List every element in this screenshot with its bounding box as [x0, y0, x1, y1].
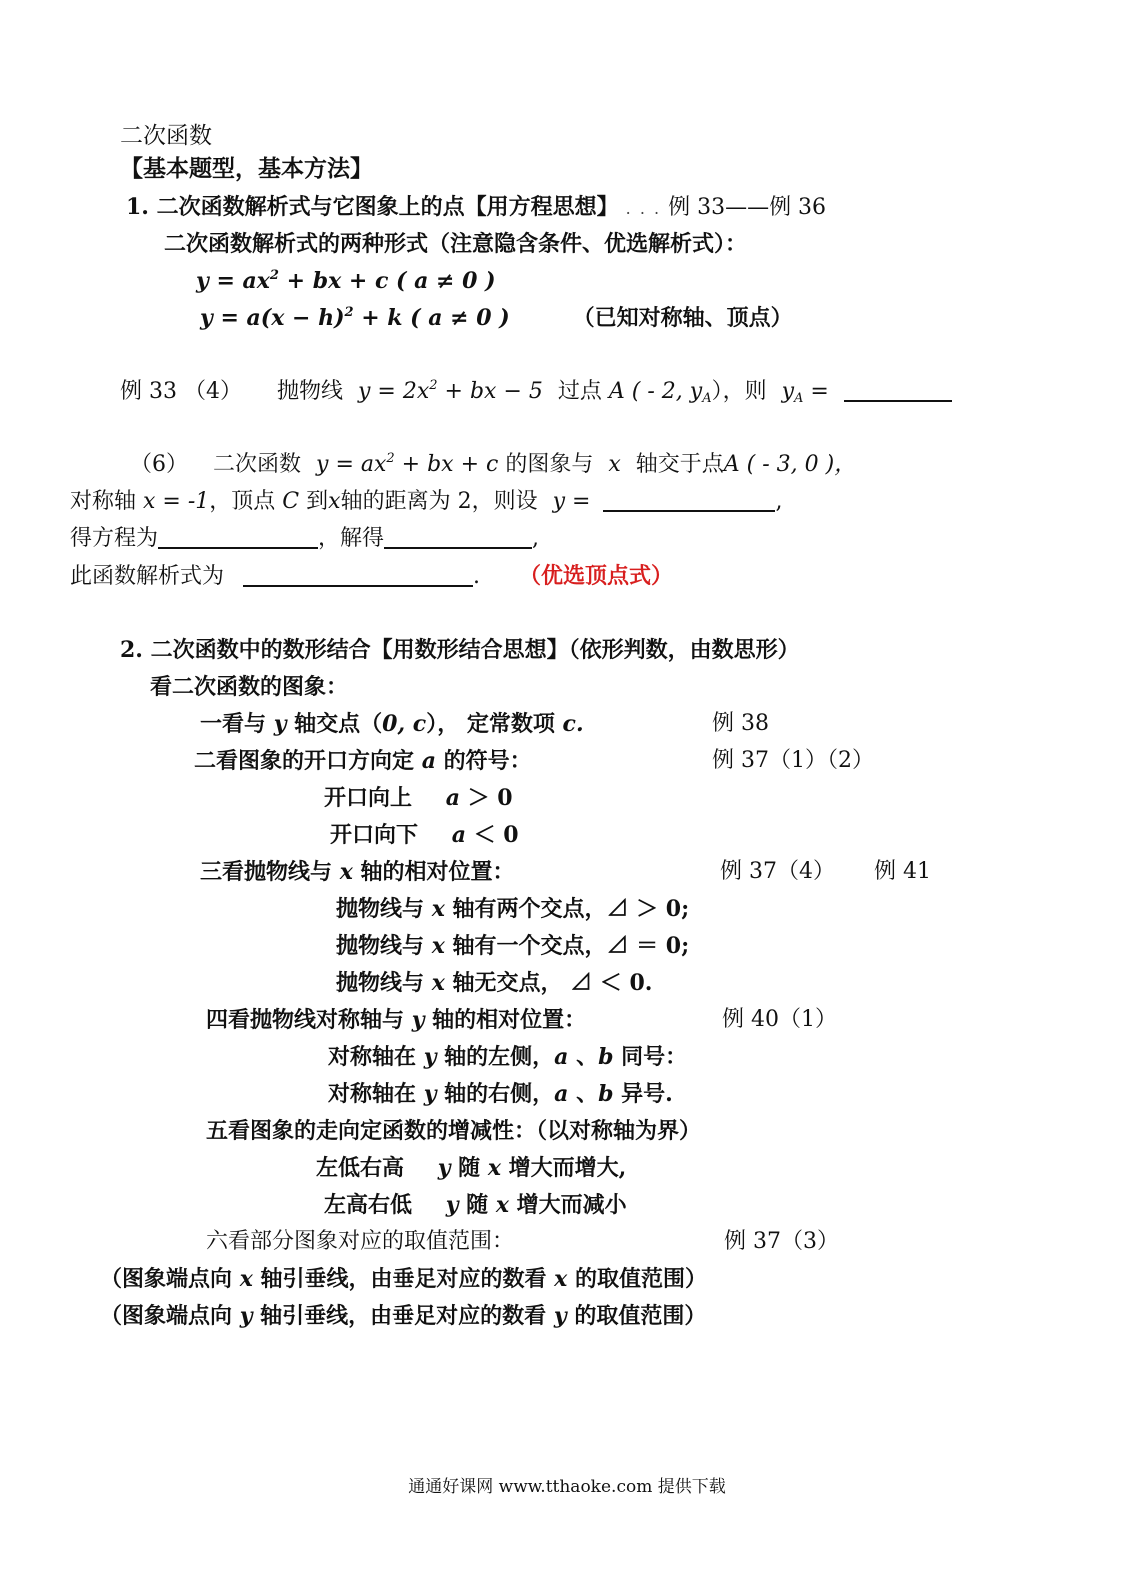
- example-33-6-text: 到: [306, 489, 329, 514]
- vertex-c: C: [282, 489, 300, 514]
- look-3-ref-2: 例 41: [874, 859, 931, 884]
- look-6: 六看部分图象对应的取值范围：: [206, 1229, 515, 1254]
- example-33-6-text: ，解得: [318, 526, 385, 551]
- axis-right: 对称轴在 y 轴的右侧，a 、b 异号.: [328, 1081, 673, 1107]
- answer-blank[interactable]: [158, 525, 318, 549]
- example-33-6-line-2: 对称轴 x = -1，顶点 C 到x轴的距离为 2，则设 y = ,: [70, 489, 783, 514]
- example-33-4-text-c: ），则: [711, 379, 767, 404]
- vertex-form-condition: a ≠ 0: [428, 305, 492, 331]
- example-33-6-line-3: 得方程为 ，解得 ,: [70, 526, 540, 551]
- example-33-6-line-4: 此函数解析式为 . （优选顶点式）: [70, 563, 674, 589]
- look-2: 二看图象的开口方向定 a 的符号：: [194, 748, 532, 774]
- look-1: 一看与 y 轴交点（0, c）， 定常数项 c.: [200, 711, 584, 737]
- range-y: （图象端点向 y 轴引垂线，由垂足对应的数看 y 的取值范围）: [100, 1303, 707, 1329]
- footer: 通通好课网 www.tthaoke.com 提供下载: [408, 1477, 726, 1497]
- decreasing: 左高右低 y 随 x 增大而减小: [324, 1192, 627, 1218]
- example-33-6-text: 此函数解析式为: [70, 564, 225, 589]
- section-2-heading: 2. 二次函数中的数形结合【用数形结合思想】（依形判数，由数思形）: [120, 637, 800, 663]
- vertex-form-row: [200, 303, 793, 334]
- example-33-4-answer-label: $y_A$ =: [781, 379, 829, 406]
- section-2-sub: 看二次函数的图象：: [150, 674, 349, 700]
- example-33-4: [120, 377, 952, 407]
- look-3: 三看抛物线与 x 轴的相对位置：: [200, 859, 515, 885]
- look-4-ref: 例 40（1）: [722, 1007, 837, 1032]
- example-33-6-text: 对称轴: [70, 489, 137, 514]
- case-no-intersection: 抛物线与 x 轴无交点， ⊿ ＜ 0.: [336, 970, 653, 996]
- look-1-ref: 例 38: [712, 711, 769, 736]
- section-1-heading: 1. 二次函数解析式与它图象上的点【用方程思想】: [126, 194, 619, 220]
- example-33-6-line-1: [130, 450, 856, 480]
- answer-blank[interactable]: [603, 488, 775, 512]
- general-form-condition: a ≠ 0: [414, 268, 478, 294]
- hint-text: （优选顶点式）: [519, 563, 674, 589]
- y-equals: y =: [552, 489, 591, 514]
- example-33-6-text: 的图象与: [505, 452, 594, 477]
- range-x: （图象端点向 x 轴引垂线，由垂足对应的数看 x 的取值范围）: [100, 1266, 707, 1292]
- case-one-intersection: 抛物线与 x 轴有一个交点，⊿ ＝ 0;: [336, 933, 690, 959]
- example-33-4-point: A ( - 2, $y_A$: [608, 379, 712, 406]
- example-33-6-equation: $y = ax^2$ + bx + c: [316, 451, 499, 477]
- x-variable: x: [608, 452, 621, 477]
- example-33-6-text: 得方程为: [70, 526, 159, 551]
- section-1-ref: 例 33——例 36: [668, 195, 827, 220]
- answer-blank[interactable]: [243, 563, 473, 587]
- opening-down: 开口向下 a ＜ 0: [330, 822, 519, 848]
- vertex-form-note: （已知对称轴、顶点）: [572, 305, 793, 331]
- look-3-ref-1: 例 37（4）: [720, 859, 835, 884]
- leader-dots: . . .: [625, 199, 662, 218]
- axis-left: 对称轴在 y 轴的左侧，a 、b 同号：: [328, 1044, 688, 1070]
- increasing: 左低右高 y 随 x 增大而增大,: [316, 1155, 627, 1181]
- section-header: 【基本题型，基本方法】: [120, 155, 373, 182]
- example-33-6-point: A ( - 3, 0 )，: [723, 452, 857, 477]
- answer-blank[interactable]: [844, 378, 952, 402]
- example-33-4-label: 例 33 （4）: [120, 379, 242, 404]
- page-title: 二次函数: [120, 123, 212, 149]
- axis-equation: x = -1: [143, 489, 210, 514]
- example-33-6-text: 轴的距离为 2，则设: [340, 489, 538, 514]
- general-form: $y = ax^2$ + bx + c ( a ≠ 0 ): [196, 268, 496, 294]
- example-33-4-text-b: 过点: [557, 379, 602, 404]
- case-two-intersections: 抛物线与 x 轴有两个交点，⊿ ＞ 0;: [336, 896, 690, 922]
- x-variable: x: [328, 489, 341, 514]
- example-33-6-text: ，顶点: [209, 489, 276, 514]
- example-33-6-text: 轴交于点: [635, 452, 724, 477]
- example-33-4-equation: $y = 2x^2$ + bx − 5: [358, 378, 543, 404]
- look-6-ref: 例 37（3）: [724, 1229, 839, 1254]
- example-33-6-label: （6）: [130, 452, 188, 477]
- look-4: 四看抛物线对称轴与 y 轴的相对位置：: [206, 1007, 587, 1033]
- forms-heading: 二次函数解析式的两种形式（注意隐含条件、优选解析式）：: [164, 231, 748, 257]
- example-33-6-text: 二次函数: [213, 452, 302, 477]
- look-5: 五看图象的走向定函数的增减性：（以对称轴为界）: [206, 1118, 702, 1144]
- section-1-heading-row: [126, 192, 826, 224]
- look-2-ref: 例 37（1）（2）: [712, 748, 874, 773]
- vertex-form: $y = a(x - h)^2 + k$ ( a ≠ 0 ): [200, 305, 510, 331]
- answer-blank[interactable]: [384, 525, 532, 549]
- opening-up: 开口向上 a ＞ 0: [324, 785, 513, 811]
- example-33-4-text-a: 抛物线: [276, 379, 343, 404]
